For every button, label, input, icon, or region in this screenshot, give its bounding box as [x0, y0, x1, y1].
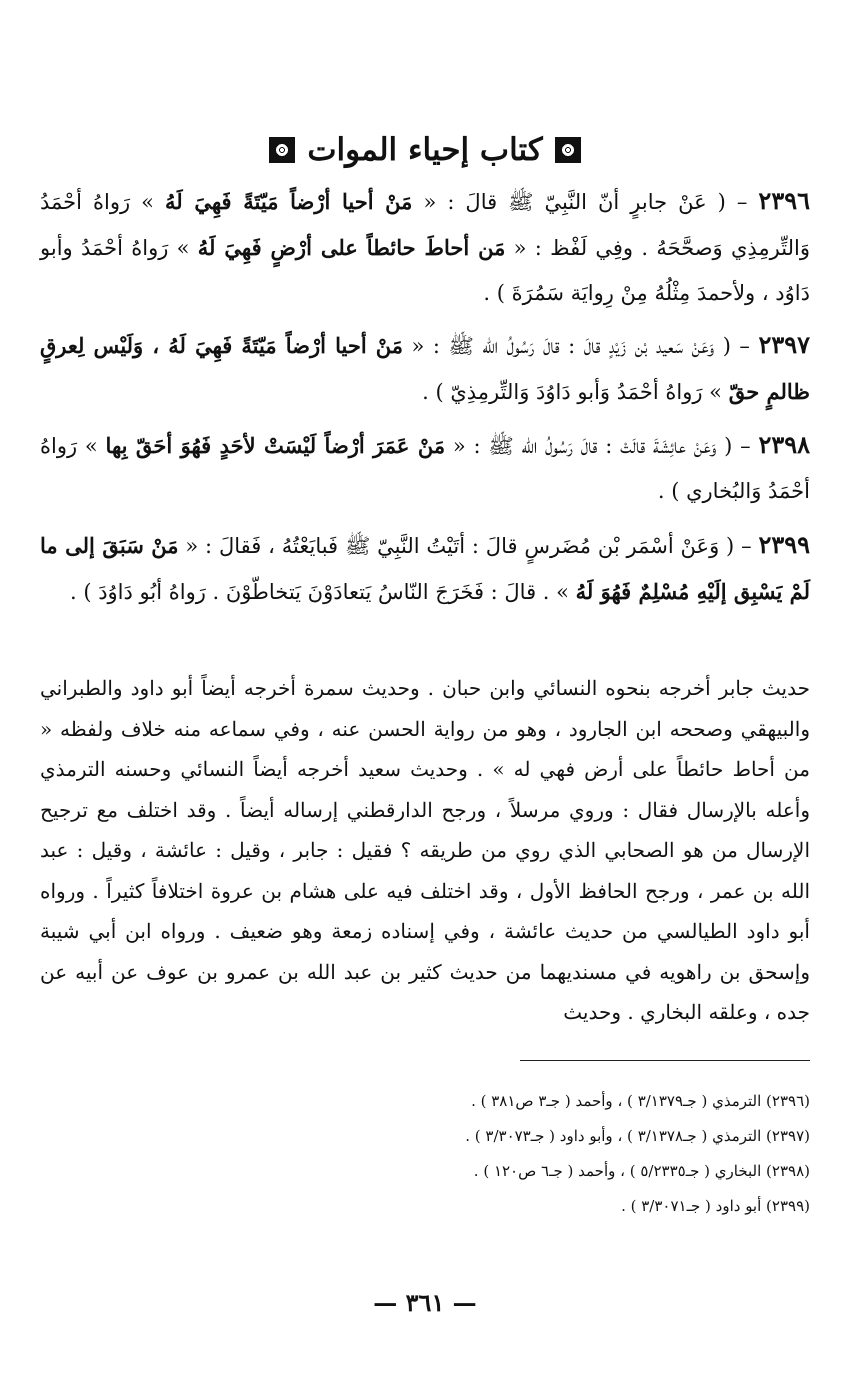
- prophetic-saying: مَنْ أحيا أرْضاً مَيّتَةً فَهِيَ لَهُ ، وَلَيْس لِعرقٍ ظالمٍ حقّ: [40, 333, 810, 404]
- hadith-source: » رَواهُ أحْمَدُ وأبو دَاوُد ، ولأحمدَ مِثْلُهُ مِنْ رِوايَة سَمُرَةَ ) .: [40, 236, 810, 305]
- prophetic-saying: مَنْ أحيا أرْضاً مَيّتَةً فَهِيَ لَهُ: [165, 189, 413, 214]
- hadith-2399: [40, 522, 810, 615]
- hadith-number: ٢٣٩٧: [758, 330, 810, 359]
- hadith-number: ٢٣٩٨: [758, 430, 810, 459]
- ornament-left-icon: [269, 137, 295, 163]
- hadith-text: » رَواهُ أحْمَدُ وَالتِّرمِذِي وَصحَّحَهُ . وفِي لَفْظ : «: [40, 190, 810, 260]
- hadith-2398: [40, 422, 810, 514]
- hadith-source: » رَواهُ أحْمَدُ وَالبُخاري ) .: [40, 434, 810, 503]
- footnote-item: (٢٣٩٦) الترمذي ( جـ٣/١٣٧٩ ) ، وأحمد ( جـ٣ ص٣٨١ ) .: [471, 1092, 810, 1110]
- ornament-right-icon: [555, 137, 581, 163]
- chapter-heading: [40, 122, 810, 178]
- prophetic-saying: مَنْ سَبَقَ إلى ما لَمْ يَسْبِق إلَيْهِ مُسْلِمٌ فَهُوَ لَهُ: [40, 533, 810, 604]
- footnotes: [40, 1084, 810, 1224]
- hadith-intro: – ( عَنْ جابرٍ أنّ النَّبِيّ ﷺ قالَ : «: [412, 190, 748, 214]
- commentary-paragraph: حديث جابر أخرجه بنحوه النسائي وابن حبان . وحديث سمرة أخرجه أيضاً أبو داود والطبراني والبيهقي وصححه ابن الجارود ، وهو من رواية الحسن عنه ، وفي سماعه منه خلاف ولفظه « من أحاط حائطاً على أرض فهي له » . وحديث سعيد أخرجه أيضاً النسائي وحسنه الترمذي وأعله بالإرسال فقال : وروي مرسلاً ، ورجح الدارقطني إرساله أيضاً . وقد اختلف مع ترجيح الإرسال من هو الصحابي الذي روي من طريقه ؟ فقيل : جابر ، وقيل : عائشة ، وقيل : عبد الله بن عمر ، ورجح الحافظ الأول ، وقد اختلف فيه على هشام بن عروة اختلافاً كثيراً . ورواه أبو داود الطيالسي من حديث عائشة ، وفي إسناده زمعة وهو ضعيف . ورواه ابن أبي شيبة وإسحق بن راهويه في مسنديهما من حديث كثير بن عبد الله بن عمرو بن عوف عن أبيه عن جده ، وعلقه البخاري . وحديث: [40, 676, 811, 1024]
- hadith-2396: [40, 178, 810, 316]
- chapter-title: كتاب إحياء الموات: [307, 131, 543, 168]
- footnote-divider: [520, 1060, 810, 1061]
- prophetic-saying: مَنْ عَمَرَ أرْضاً لَيْسَتْ لأحَدٍ فَهُوَ أحَقّ بِها: [105, 433, 446, 458]
- footnote-item: (٢٣٩٩) أبو داود ( جـ٣/٣٠٧١ ) .: [621, 1197, 810, 1215]
- hadith-number: ٢٣٩٩: [758, 530, 811, 559]
- hadith-intro: – ( وَعَنْ أسْمَر بْن مُضَرسٍ قالَ : أتَيْتُ النَّبِيّ ﷺ فَبايَعْتُهُ ، فَقالَ : «: [178, 534, 752, 558]
- hadith-2397: [40, 322, 810, 415]
- hadith-source: » . قالَ : فَخَرَجَ النّاسُ يَتعادَوْنَ يَتخاطّوْنَ . رَواهُ أبُو دَاوُدَ ) .: [69, 580, 576, 604]
- page-number: — ٣٦١ —: [373, 1288, 477, 1317]
- page: [40, 0, 810, 1376]
- footnote-item: (٢٣٩٨) البخاري ( جـ٥/٢٣٣٥ ) ، وأحمد ( جـ٦ ص١٢٠ ) .: [473, 1162, 810, 1180]
- footnote-item: (٢٣٩٧) الترمذي ( جـ٣/١٣٧٨ ) ، وأبو داود ( جـ٣/٣٠٧٣ ) .: [465, 1127, 810, 1145]
- hadith-intro: – ( وَعَنْ عائِشَةَ قالَتْ : قالَ رَسُولُ الله ﷺ : «: [445, 434, 751, 458]
- hadith-intro: – ( وَعَنْ سَعيد بْن زَيْدٍ قالَ : قالَ رَسُولُ الله ﷺ : «: [403, 334, 750, 358]
- hadith-source: » رَواهُ أحْمَدُ وَأبو دَاوُدَ وَالتِّرمِذِيّ ) .: [422, 380, 729, 404]
- prophetic-saying: مَن أحاطَ حائطاً على أرْضٍ فَهِيَ لَهُ: [197, 235, 506, 260]
- hadith-number: ٢٣٩٦: [758, 186, 810, 215]
